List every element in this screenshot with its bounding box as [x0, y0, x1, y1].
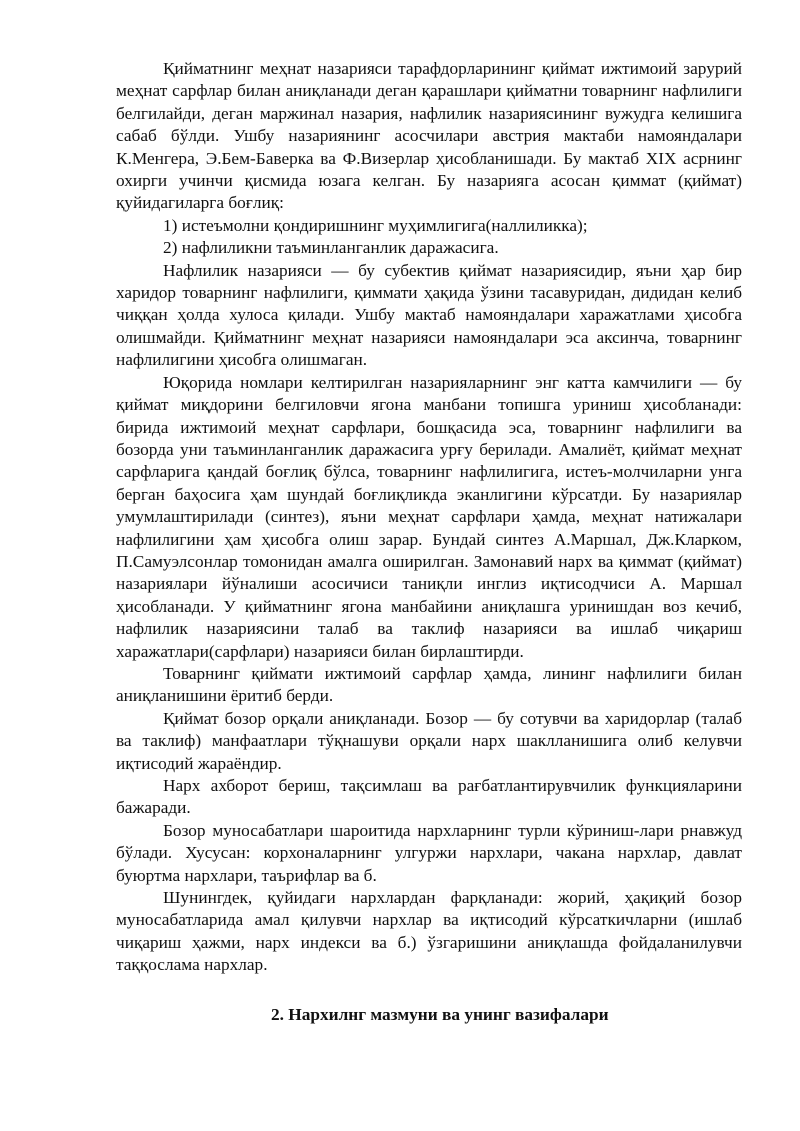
paragraph-product-value: Товарнинг қиймати ижтимоий сарфлар ҳамда, лининг нафлилиги билан аниқланишини ёритиб берди. [116, 663, 742, 706]
paragraph-labor-theory: Қийматнинг меҳнат назарияси тарафдорларининг қиймат ижтимоий зарурий меҳнат сарфлар билан аниқланади деган қарашлари қийматни товарнинг нафлилиги белгилайди, деган маржинал назария, нафлилик назариясининг вужудга келишига сабаб бўлди. Ушбу назариянинг асосчилари австрия мактаби намояндалари К.Менгера, Э.Бем-Баверка ва Ф.Визерлар ҳисобланишади. Бу мактаб XIX асрнинг охирги учинчи қисмида юзага келган. Бу назарияга асосан қиммат (қиймат) қуйидагиларга боғлиқ: [116, 59, 742, 213]
paragraph-comparative-prices: Шунингдек, қуйидаги нархлардан фарқланади: жорий, ҳақиқий бозор муносабатларида амал қилувчи нархлар ва иқтисодий кўрсаткичларни (ишлаб чиқариш ҳажми, нарх индекси ва б.) ўзгаришини аниқлашда фойдаланилувчи таққослама нархлар. [116, 888, 742, 975]
paragraph-price-functions: Нарх ахборот бериш, тақсимлаш ва рағбатлантирувчилик функцияларини бажаради. [116, 776, 742, 818]
list-item-consumption: 1) истеъмолни қондиришнинг муҳимлигига(наллиликка); [163, 215, 588, 235]
document-body [116, 58, 742, 977]
paragraph-price-types: Бозор муносабатлари шароитида нархларнинг турли кўриниш-лари рнавжуд бўлади. Хусусан: корхоналарнинг улгуржи нархлари, чакана нархлар, давлат буюртма нархлари, таърифлар ва б. [116, 820, 742, 885]
paragraph-utility-theory: Нафлилик назарияси — бу субектив қиймат назариясидир, яъни ҳар бир харидор товарнинг нафлилиги, қиммати ҳақида ўзини тасавуридан, дидидан келиб чиққан ҳолда хулоса қилади. Ушбу мактаб намояндалари харажатлами ҳисобга олишмайди. Қийматнинг меҳнат назарияси намояндалари эса аксинча, товарнинг нафлилигини ҳисобга олишмаган. [116, 260, 742, 370]
list-item-utility: 2) нафлиликни таъминланганлик даражасига. [163, 238, 499, 258]
paragraph-theory-shortcomings: Юқорида номлари келтирилган назарияларнинг энг катта камчилиги — бу қиймат миқдорини белгиловчи ягона манбани топишга уриниш ҳисобланади: бирида ижтимоий меҳнат сарфлари, бошқасида эса, товарнинг нафлилиги ва бозорда уни таъминланганлик даражасига урғу берилади. Амалиёт, қиймат меҳнат сарфларига қандай боғлиқ бўлса, товарнинг нафлилигига, истеъ-молчиларни унга берган баҳосига ҳам шундай боғлиқликда эканлигини кўрсатди. Бу назариялар умумлаштирилади (синтез), яъни меҳнат сарфлари ҳамда, меҳнат натижалари нафлилигини ҳам ҳисобга олиш зарар. Бундай синтез А.Маршал, Дж.Кларком, П.Самуэлсонлар томонидан амалга оширилган. Замонавий нарх ва қиммат (қиймат) назариялари йўналиши асосичиси таниқли инглиз иқтисодчиси А. Маршал ҳисобланади. У қийматнинг ягона манбайини аниқлашга уринишдан воз кечиб, нафлилик назариясини талаб ва таклиф назарияси ва ишлаб чиқариш харажатлари(сарфлари) назарияси билан бирлаштирди. [116, 372, 742, 661]
paragraph-market: Қиймат бозор орқали аниқланади. Бозор — бу сотувчи ва харидорлар (талаб ва таклиф) манфаатлари тўқнашуви орқали нарх шаклланишига олиб келувчи иқтисодий жараёндир. [116, 708, 742, 773]
section-heading: 2. Нархилнг мазмуни ва унинг вазифалари [271, 1005, 609, 1024]
